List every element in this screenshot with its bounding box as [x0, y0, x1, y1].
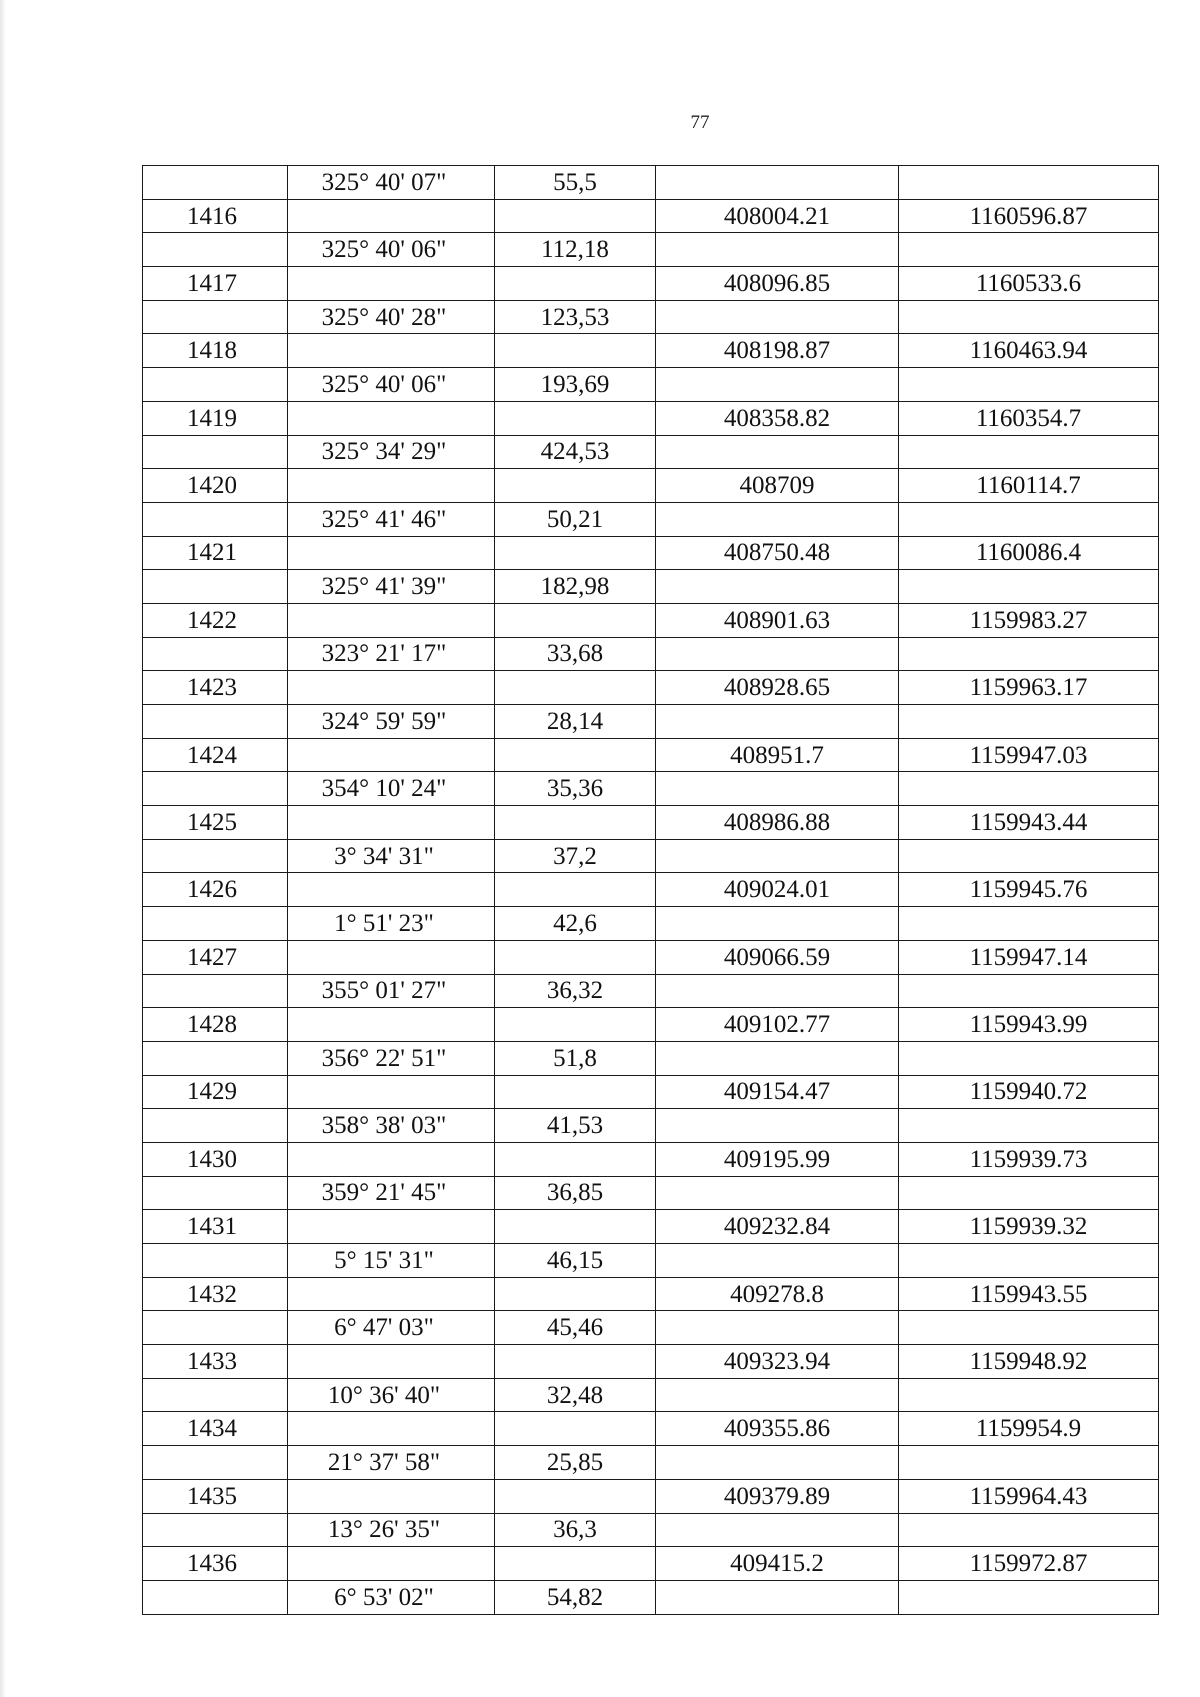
distance-cell: 25,85 [495, 1446, 656, 1480]
point-number-cell [143, 1580, 288, 1614]
table-row [143, 401, 1159, 435]
direction-angle-cell: 10° 36' 40" [288, 1378, 495, 1412]
direction-angle-cell [288, 1277, 495, 1311]
point-number-cell: 1421 [143, 536, 288, 570]
direction-angle-cell: 355° 01' 27" [288, 974, 495, 1008]
distance-cell: 36,85 [495, 1176, 656, 1210]
table-row [143, 1311, 1159, 1345]
x-coordinate-cell: 409066.59 [656, 940, 899, 974]
direction-angle-cell: 6° 47' 03" [288, 1311, 495, 1345]
point-number-cell [143, 705, 288, 739]
direction-angle-cell [288, 940, 495, 974]
distance-cell: 32,48 [495, 1378, 656, 1412]
point-number-cell [143, 1109, 288, 1143]
y-coordinate-cell [899, 233, 1159, 267]
y-coordinate-cell: 1159945.76 [899, 873, 1159, 907]
distance-cell [495, 1210, 656, 1244]
x-coordinate-cell [656, 907, 899, 941]
y-coordinate-cell: 1159963.17 [899, 671, 1159, 705]
x-coordinate-cell: 408198.87 [656, 334, 899, 368]
point-number-cell: 1426 [143, 873, 288, 907]
x-coordinate-cell [656, 839, 899, 873]
survey-coordinates-table [142, 165, 1159, 1615]
point-number-cell [143, 368, 288, 402]
y-coordinate-cell: 1160533.6 [899, 267, 1159, 301]
point-number-cell [143, 1378, 288, 1412]
direction-angle-cell [288, 738, 495, 772]
table-row [143, 300, 1159, 334]
distance-cell [495, 1075, 656, 1109]
table-row [143, 873, 1159, 907]
table-row [143, 1244, 1159, 1278]
point-number-cell [143, 435, 288, 469]
table-row [143, 199, 1159, 233]
direction-angle-cell: 323° 21' 17" [288, 637, 495, 671]
direction-angle-cell [288, 671, 495, 705]
distance-cell [495, 267, 656, 301]
x-coordinate-cell: 409154.47 [656, 1075, 899, 1109]
y-coordinate-cell [899, 1041, 1159, 1075]
x-coordinate-cell: 409323.94 [656, 1345, 899, 1379]
y-coordinate-cell: 1159972.87 [899, 1547, 1159, 1581]
y-coordinate-cell: 1160463.94 [899, 334, 1159, 368]
table-row [143, 1041, 1159, 1075]
y-coordinate-cell: 1159948.92 [899, 1345, 1159, 1379]
y-coordinate-cell [899, 1311, 1159, 1345]
y-coordinate-cell: 1159964.43 [899, 1479, 1159, 1513]
distance-cell: 123,53 [495, 300, 656, 334]
point-number-cell: 1431 [143, 1210, 288, 1244]
point-number-cell: 1433 [143, 1345, 288, 1379]
distance-cell: 33,68 [495, 637, 656, 671]
distance-cell: 28,14 [495, 705, 656, 739]
y-coordinate-cell [899, 1513, 1159, 1547]
table-row [143, 1580, 1159, 1614]
distance-cell [495, 199, 656, 233]
distance-cell [495, 1142, 656, 1176]
y-coordinate-cell: 1159943.44 [899, 806, 1159, 840]
direction-angle-cell: 3° 34' 31" [288, 839, 495, 873]
direction-angle-cell [288, 267, 495, 301]
distance-cell: 36,32 [495, 974, 656, 1008]
direction-angle-cell [288, 401, 495, 435]
table-row [143, 233, 1159, 267]
x-coordinate-cell [656, 502, 899, 536]
table-row [143, 772, 1159, 806]
table-row [143, 907, 1159, 941]
direction-angle-cell [288, 603, 495, 637]
x-coordinate-cell: 408096.85 [656, 267, 899, 301]
x-coordinate-cell [656, 1446, 899, 1480]
scan-margin [0, 0, 6, 1697]
point-number-cell: 1417 [143, 267, 288, 301]
page-number: 77 [690, 112, 710, 133]
distance-cell: 46,15 [495, 1244, 656, 1278]
direction-angle-cell [288, 806, 495, 840]
direction-angle-cell: 325° 40' 28" [288, 300, 495, 334]
distance-cell [495, 1345, 656, 1379]
y-coordinate-cell [899, 300, 1159, 334]
distance-cell [495, 1412, 656, 1446]
direction-angle-cell [288, 1479, 495, 1513]
x-coordinate-cell: 408709 [656, 469, 899, 503]
x-coordinate-cell: 408901.63 [656, 603, 899, 637]
point-number-cell: 1430 [143, 1142, 288, 1176]
table-row [143, 705, 1159, 739]
distance-cell [495, 1277, 656, 1311]
point-number-cell: 1418 [143, 334, 288, 368]
x-coordinate-cell: 409278.8 [656, 1277, 899, 1311]
table-row [143, 1345, 1159, 1379]
y-coordinate-cell: 1159954.9 [899, 1412, 1159, 1446]
y-coordinate-cell: 1160086.4 [899, 536, 1159, 570]
x-coordinate-cell [656, 1580, 899, 1614]
direction-angle-cell: 359° 21' 45" [288, 1176, 495, 1210]
y-coordinate-cell: 1159947.14 [899, 940, 1159, 974]
direction-angle-cell: 21° 37' 58" [288, 1446, 495, 1480]
point-number-cell: 1429 [143, 1075, 288, 1109]
x-coordinate-cell: 409415.2 [656, 1547, 899, 1581]
table-row [143, 1412, 1159, 1446]
direction-angle-cell: 324° 59' 59" [288, 705, 495, 739]
table-row [143, 166, 1159, 200]
table-row [143, 1513, 1159, 1547]
direction-angle-cell: 356° 22' 51" [288, 1041, 495, 1075]
distance-cell: 37,2 [495, 839, 656, 873]
table-row [143, 368, 1159, 402]
point-number-cell [143, 502, 288, 536]
x-coordinate-cell: 408928.65 [656, 671, 899, 705]
table-row [143, 738, 1159, 772]
point-number-cell: 1428 [143, 1008, 288, 1042]
point-number-cell [143, 974, 288, 1008]
x-coordinate-cell: 408951.7 [656, 738, 899, 772]
y-coordinate-cell [899, 637, 1159, 671]
x-coordinate-cell [656, 233, 899, 267]
point-number-cell: 1416 [143, 199, 288, 233]
y-coordinate-cell [899, 839, 1159, 873]
point-number-cell [143, 1244, 288, 1278]
table-row [143, 1008, 1159, 1042]
table-row [143, 1210, 1159, 1244]
direction-angle-cell [288, 1075, 495, 1109]
distance-cell [495, 1479, 656, 1513]
x-coordinate-cell [656, 637, 899, 671]
y-coordinate-cell: 1160354.7 [899, 401, 1159, 435]
y-coordinate-cell: 1159983.27 [899, 603, 1159, 637]
direction-angle-cell: 354° 10' 24" [288, 772, 495, 806]
y-coordinate-cell: 1160596.87 [899, 199, 1159, 233]
point-number-cell: 1420 [143, 469, 288, 503]
direction-angle-cell [288, 1210, 495, 1244]
distance-cell: 54,82 [495, 1580, 656, 1614]
distance-cell [495, 603, 656, 637]
y-coordinate-cell: 1160114.7 [899, 469, 1159, 503]
direction-angle-cell [288, 469, 495, 503]
x-coordinate-cell: 408004.21 [656, 199, 899, 233]
direction-angle-cell [288, 334, 495, 368]
table-row [143, 839, 1159, 873]
direction-angle-cell: 358° 38' 03" [288, 1109, 495, 1143]
x-coordinate-cell [656, 435, 899, 469]
y-coordinate-cell [899, 1109, 1159, 1143]
table-row [143, 1109, 1159, 1143]
point-number-cell: 1434 [143, 1412, 288, 1446]
table-row [143, 1277, 1159, 1311]
table-row [143, 1378, 1159, 1412]
point-number-cell: 1423 [143, 671, 288, 705]
point-number-cell [143, 839, 288, 873]
table-row [143, 974, 1159, 1008]
x-coordinate-cell [656, 1109, 899, 1143]
x-coordinate-cell: 409024.01 [656, 873, 899, 907]
distance-cell: 55,5 [495, 166, 656, 200]
table-row [143, 1142, 1159, 1176]
point-number-cell [143, 907, 288, 941]
point-number-cell: 1436 [143, 1547, 288, 1581]
table-row [143, 570, 1159, 604]
direction-angle-cell: 325° 34' 29" [288, 435, 495, 469]
point-number-cell: 1419 [143, 401, 288, 435]
distance-cell: 112,18 [495, 233, 656, 267]
x-coordinate-cell [656, 1244, 899, 1278]
point-number-cell [143, 1311, 288, 1345]
distance-cell [495, 806, 656, 840]
point-number-cell [143, 637, 288, 671]
direction-angle-cell: 13° 26' 35" [288, 1513, 495, 1547]
x-coordinate-cell: 409379.89 [656, 1479, 899, 1513]
distance-cell [495, 334, 656, 368]
distance-cell: 41,53 [495, 1109, 656, 1143]
x-coordinate-cell [656, 368, 899, 402]
distance-cell [495, 940, 656, 974]
distance-cell: 50,21 [495, 502, 656, 536]
direction-angle-cell [288, 1412, 495, 1446]
point-number-cell: 1435 [143, 1479, 288, 1513]
direction-angle-cell: 325° 41' 39" [288, 570, 495, 604]
point-number-cell [143, 772, 288, 806]
point-number-cell: 1425 [143, 806, 288, 840]
x-coordinate-cell [656, 772, 899, 806]
y-coordinate-cell [899, 502, 1159, 536]
table-row [143, 671, 1159, 705]
point-number-cell [143, 300, 288, 334]
direction-angle-cell [288, 1142, 495, 1176]
direction-angle-cell: 1° 51' 23" [288, 907, 495, 941]
y-coordinate-cell: 1159940.72 [899, 1075, 1159, 1109]
x-coordinate-cell [656, 166, 899, 200]
y-coordinate-cell [899, 974, 1159, 1008]
y-coordinate-cell [899, 166, 1159, 200]
y-coordinate-cell [899, 1446, 1159, 1480]
table-row [143, 334, 1159, 368]
table-row [143, 536, 1159, 570]
distance-cell: 182,98 [495, 570, 656, 604]
x-coordinate-cell: 409102.77 [656, 1008, 899, 1042]
distance-cell [495, 1008, 656, 1042]
direction-angle-cell [288, 1345, 495, 1379]
direction-angle-cell [288, 873, 495, 907]
distance-cell [495, 536, 656, 570]
direction-angle-cell [288, 536, 495, 570]
x-coordinate-cell [656, 1041, 899, 1075]
direction-angle-cell: 6° 53' 02" [288, 1580, 495, 1614]
y-coordinate-cell [899, 435, 1159, 469]
distance-cell: 42,6 [495, 907, 656, 941]
distance-cell [495, 469, 656, 503]
point-number-cell [143, 1446, 288, 1480]
table-body [143, 166, 1159, 1615]
x-coordinate-cell [656, 570, 899, 604]
table-row [143, 435, 1159, 469]
point-number-cell: 1432 [143, 1277, 288, 1311]
point-number-cell [143, 1041, 288, 1075]
direction-angle-cell: 325° 40' 06" [288, 233, 495, 267]
y-coordinate-cell: 1159939.73 [899, 1142, 1159, 1176]
table-row [143, 603, 1159, 637]
x-coordinate-cell: 408750.48 [656, 536, 899, 570]
y-coordinate-cell [899, 1580, 1159, 1614]
x-coordinate-cell [656, 1311, 899, 1345]
distance-cell: 51,8 [495, 1041, 656, 1075]
distance-cell: 35,36 [495, 772, 656, 806]
table-row [143, 469, 1159, 503]
distance-cell: 36,3 [495, 1513, 656, 1547]
table-row [143, 1547, 1159, 1581]
direction-angle-cell: 325° 41' 46" [288, 502, 495, 536]
y-coordinate-cell [899, 705, 1159, 739]
x-coordinate-cell: 408986.88 [656, 806, 899, 840]
point-number-cell [143, 570, 288, 604]
direction-angle-cell [288, 199, 495, 233]
distance-cell: 424,53 [495, 435, 656, 469]
direction-angle-cell [288, 1547, 495, 1581]
y-coordinate-cell [899, 772, 1159, 806]
distance-cell [495, 873, 656, 907]
point-number-cell [143, 233, 288, 267]
x-coordinate-cell: 409195.99 [656, 1142, 899, 1176]
direction-angle-cell: 325° 40' 06" [288, 368, 495, 402]
distance-cell [495, 671, 656, 705]
x-coordinate-cell: 409232.84 [656, 1210, 899, 1244]
distance-cell [495, 738, 656, 772]
point-number-cell [143, 1176, 288, 1210]
table-row [143, 806, 1159, 840]
x-coordinate-cell [656, 705, 899, 739]
table-row [143, 1075, 1159, 1109]
distance-cell [495, 1547, 656, 1581]
table-row [143, 1176, 1159, 1210]
table-row [143, 267, 1159, 301]
point-number-cell: 1427 [143, 940, 288, 974]
table-row [143, 637, 1159, 671]
distance-cell: 193,69 [495, 368, 656, 402]
point-number-cell: 1424 [143, 738, 288, 772]
y-coordinate-cell [899, 570, 1159, 604]
point-number-cell [143, 166, 288, 200]
x-coordinate-cell [656, 1378, 899, 1412]
table-row [143, 1479, 1159, 1513]
table-row [143, 1446, 1159, 1480]
x-coordinate-cell [656, 1176, 899, 1210]
x-coordinate-cell: 408358.82 [656, 401, 899, 435]
y-coordinate-cell: 1159943.99 [899, 1008, 1159, 1042]
x-coordinate-cell [656, 1513, 899, 1547]
y-coordinate-cell: 1159947.03 [899, 738, 1159, 772]
y-coordinate-cell: 1159939.32 [899, 1210, 1159, 1244]
table-row [143, 940, 1159, 974]
point-number-cell: 1422 [143, 603, 288, 637]
x-coordinate-cell [656, 300, 899, 334]
x-coordinate-cell: 409355.86 [656, 1412, 899, 1446]
y-coordinate-cell [899, 368, 1159, 402]
y-coordinate-cell [899, 1378, 1159, 1412]
point-number-cell [143, 1513, 288, 1547]
x-coordinate-cell [656, 974, 899, 1008]
distance-cell: 45,46 [495, 1311, 656, 1345]
table-row [143, 502, 1159, 536]
direction-angle-cell: 325° 40' 07" [288, 166, 495, 200]
direction-angle-cell [288, 1008, 495, 1042]
distance-cell [495, 401, 656, 435]
y-coordinate-cell: 1159943.55 [899, 1277, 1159, 1311]
y-coordinate-cell [899, 1176, 1159, 1210]
direction-angle-cell: 5° 15' 31" [288, 1244, 495, 1278]
y-coordinate-cell [899, 907, 1159, 941]
y-coordinate-cell [899, 1244, 1159, 1278]
